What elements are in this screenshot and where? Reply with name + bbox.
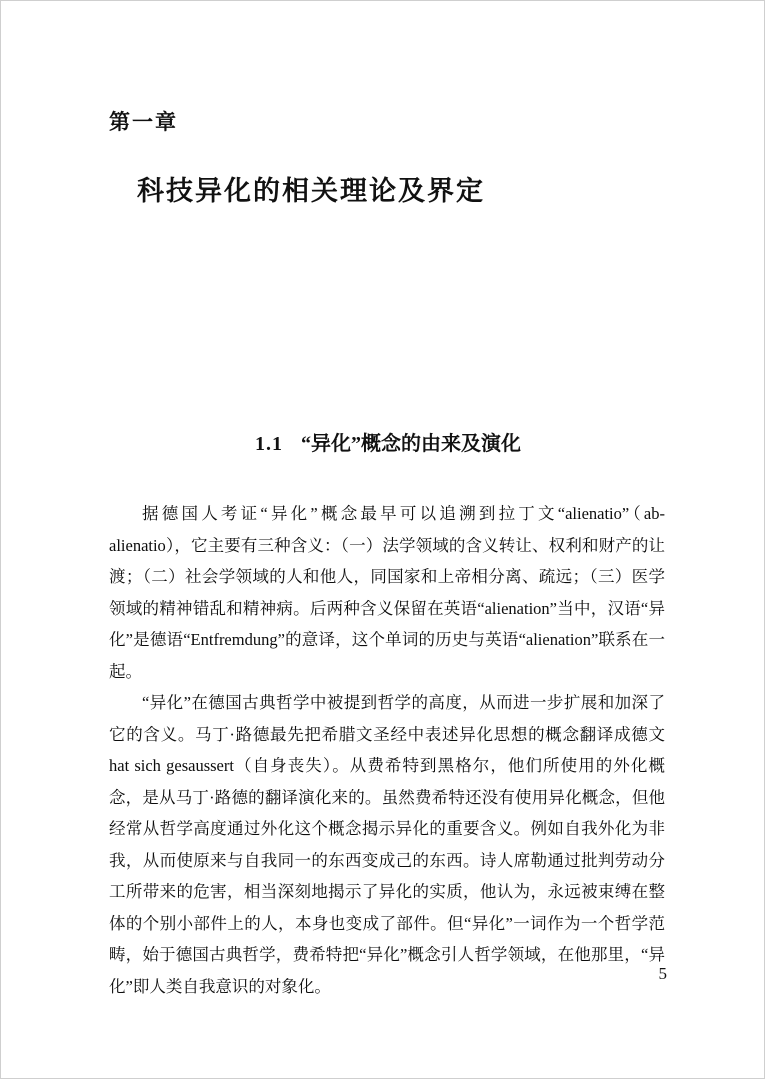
section-heading xyxy=(109,427,667,456)
paragraph: “异化”在德国古典哲学中被提到哲学的高度，从而进一步扩展和加深了它的含义。马丁·路德最先把希腊文圣经中表述异化思想的概念翻译成德文 hat sich gesaussert（自身丧失）。从费希特到黑格尔，他们所使用的外化概念，是从马丁·路德的翻译演化来的。虽然费希特还没有使用异化概念，但他经常从哲学高度通过外化这个概念揭示异化的重要含义。例如自我外化为非我，从而使原来与自我同一的东西变成己的东西。诗人席勒通过批判劳动分工所带来的危害，相当深刻地揭示了异化的实质，他认为，永远被束缚在整体的个别小部件上的人，本身也变成了部件。但“异化”一词作为一个哲学范畴，始于德国古典哲学，费希特把“异化”概念引人哲学领域，在他那里，“异化”即人类自我意识的对象化。 xyxy=(109,693,665,996)
chapter-title: 科技异化的相关理论及界定 xyxy=(137,176,485,206)
chapter-label: 第一章 xyxy=(109,110,178,134)
paragraph: 据德国人考证“异化”概念最早可以追溯到拉丁文“alienatio”（ab-alienatio），它主要有三种含义：（一）法学领域的含义转让、权利和财产的让渡；（二）社会学领域的人和他人，同国家和上帝相分离、疏远；（三）医学领域的精神错乱和精神病。后两种含义保留在英语“alienation”当中，汉语“异化”是德语“Entfremdung”的意译，这个单词的历史与英语“alienation”联系在一起。 xyxy=(109,504,665,681)
section-number: 1.1 xyxy=(255,433,283,455)
body-text xyxy=(109,498,665,1002)
page-number: 5 xyxy=(658,964,667,983)
section-title-text: “异化”概念的由来及演化 xyxy=(301,433,521,455)
page-content xyxy=(109,1,667,1079)
